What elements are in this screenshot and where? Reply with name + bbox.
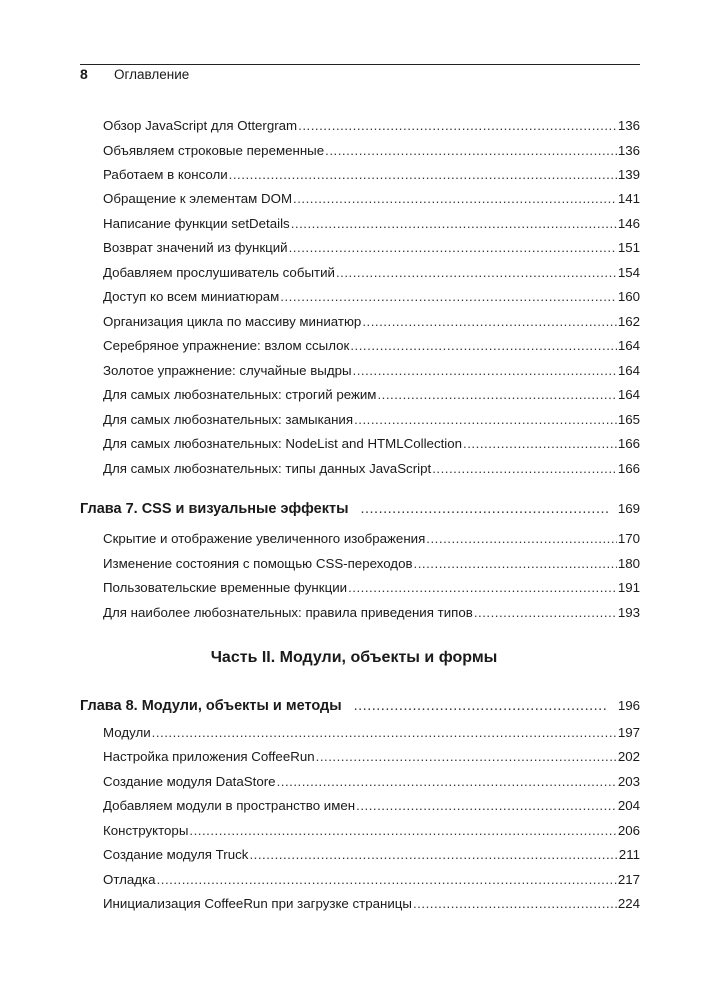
dot-leader bbox=[426, 530, 617, 548]
toc-entry bbox=[103, 215, 640, 233]
toc-entry-title: Создание модуля DataStore bbox=[103, 774, 276, 789]
toc-chapter-page: 169 bbox=[617, 501, 640, 516]
toc-entry bbox=[103, 724, 640, 742]
toc-entry-page: 211 bbox=[618, 847, 640, 862]
toc-entry bbox=[103, 604, 640, 622]
toc-entry-page: 217 bbox=[617, 872, 640, 887]
toc-entry bbox=[103, 748, 640, 766]
toc-entry-title: Возврат значений из функций bbox=[103, 240, 288, 255]
toc-entry bbox=[103, 530, 640, 548]
toc-entry-page: 170 bbox=[617, 531, 640, 546]
toc-entry-page: 191 bbox=[617, 580, 640, 595]
dot-leader bbox=[298, 117, 617, 135]
toc-entry bbox=[103, 871, 640, 889]
toc-entry bbox=[103, 264, 640, 282]
toc-entry-title: Золотое упражнение: случайные выдры bbox=[103, 363, 352, 378]
toc-entry-title: Обзор JavaScript для Ottergram bbox=[103, 118, 298, 133]
dot-leader bbox=[289, 239, 617, 257]
dot-leader bbox=[249, 846, 617, 864]
toc-entry-page: 166 bbox=[617, 461, 640, 476]
dot-leader bbox=[280, 288, 617, 306]
toc-entry bbox=[103, 797, 640, 815]
dot-leader bbox=[414, 555, 617, 573]
dot-leader bbox=[362, 313, 616, 331]
dot-leader bbox=[189, 822, 616, 840]
toc-entry bbox=[103, 579, 640, 597]
toc-entry-title: Обращение к элементам DOM bbox=[103, 191, 293, 206]
toc-chapter bbox=[80, 500, 640, 518]
toc-entry bbox=[103, 435, 640, 453]
dot-leader bbox=[353, 362, 617, 380]
toc-entry-page: 136 bbox=[617, 118, 640, 133]
toc-entry bbox=[103, 362, 640, 380]
toc-entry-page: 204 bbox=[617, 798, 640, 813]
toc-entry bbox=[103, 460, 640, 478]
toc-entry bbox=[103, 337, 640, 355]
toc-entry-title: Для самых любознательных: замыкания bbox=[103, 412, 354, 427]
toc-entry bbox=[103, 895, 640, 913]
toc-entry-page: 193 bbox=[617, 605, 640, 620]
page-header bbox=[80, 66, 640, 88]
toc-entry-title: Модули bbox=[103, 725, 151, 740]
toc-entry-title: Для самых любознательных: типы данных JavaScript bbox=[103, 461, 432, 476]
dot-leader bbox=[316, 748, 617, 766]
toc-entry-page: 202 bbox=[617, 749, 640, 764]
toc-entry bbox=[103, 555, 640, 573]
toc-entry-page: 136 bbox=[617, 143, 640, 158]
dot-leader bbox=[356, 797, 617, 815]
toc-entry-page: 206 bbox=[617, 823, 640, 838]
toc-entry-title: Для самых любознательных: строгий режим bbox=[103, 387, 377, 402]
page-number: 8 bbox=[80, 66, 88, 82]
toc-chapter-title: Глава 7. CSS и визуальные эффекты bbox=[80, 501, 349, 517]
toc-entry-title: Написание функции setDetails bbox=[103, 216, 290, 231]
toc-entry bbox=[103, 166, 640, 184]
dot-leader bbox=[474, 604, 617, 622]
toc-entry bbox=[103, 239, 640, 257]
toc-entry-title: Работаем в консоли bbox=[103, 167, 228, 182]
toc-chapter bbox=[80, 697, 640, 715]
toc-entry-title: Для наиболее любознательных: правила приведения типов bbox=[103, 605, 473, 620]
toc-entry-title: Конструкторы bbox=[103, 823, 189, 838]
dot-leader bbox=[463, 435, 617, 453]
dot-leader bbox=[293, 190, 617, 208]
toc-entry-title: Добавляем прослушиватель событий bbox=[103, 265, 335, 280]
toc-entry-title: Организация цикла по массиву миниатюр bbox=[103, 314, 362, 329]
toc-entry-title: Изменение состояния с помощью CSS-переходов bbox=[103, 556, 413, 571]
toc-entry-page: 141 bbox=[617, 191, 640, 206]
toc-entry-title: Отладка bbox=[103, 872, 156, 887]
toc-entry-page: 160 bbox=[617, 289, 640, 304]
toc-entry-page: 180 bbox=[617, 556, 640, 571]
toc-entry bbox=[103, 117, 640, 135]
dot-leader bbox=[413, 895, 617, 913]
toc-entry bbox=[103, 142, 640, 160]
toc-entry-page: 197 bbox=[617, 725, 640, 740]
toc-entry-title: Серебряное упражнение: взлом ссылок bbox=[103, 338, 350, 353]
toc-entry-title: Для самых любознательных: NodeList and HTMLCollection bbox=[103, 436, 463, 451]
toc-entry bbox=[103, 313, 640, 331]
dot-leader bbox=[157, 871, 617, 889]
toc-entry bbox=[103, 773, 640, 791]
toc-entry-page: 164 bbox=[617, 387, 640, 402]
dot-leader bbox=[354, 697, 608, 715]
toc-entry-title: Пользовательские временные функции bbox=[103, 580, 348, 595]
toc-entry-title: Доступ ко всем миниатюрам bbox=[103, 289, 280, 304]
header-rule bbox=[80, 64, 640, 65]
toc-entry-page: 164 bbox=[617, 363, 640, 378]
toc-entry-page: 203 bbox=[617, 774, 640, 789]
toc-entry-title: Создание модуля Truck bbox=[103, 847, 249, 862]
toc-entry-page: 154 bbox=[617, 265, 640, 280]
toc-entry bbox=[103, 386, 640, 404]
dot-leader bbox=[432, 460, 617, 478]
toc-entry-page: 139 bbox=[617, 167, 640, 182]
toc-entry bbox=[103, 411, 640, 429]
dot-leader bbox=[377, 386, 616, 404]
toc-entry bbox=[103, 288, 640, 306]
toc-entry-page: 164 bbox=[617, 338, 640, 353]
dot-leader bbox=[152, 724, 617, 742]
toc-chapter-page: 196 bbox=[617, 698, 640, 713]
toc-entry bbox=[103, 846, 640, 864]
part-title: Часть II. Модули, объекты и формы bbox=[210, 649, 498, 666]
toc-chapter-title: Глава 8. Модули, объекты и методы bbox=[80, 698, 342, 714]
toc-entry-title: Добавляем модули в пространство имен bbox=[103, 798, 356, 813]
dot-leader bbox=[229, 166, 617, 184]
toc-entry-page: 146 bbox=[617, 216, 640, 231]
toc-entry-title: Объявляем строковые переменные bbox=[103, 143, 325, 158]
toc-entry-page: 162 bbox=[617, 314, 640, 329]
dot-leader bbox=[325, 142, 617, 160]
toc-entry bbox=[103, 822, 640, 840]
dot-leader bbox=[277, 773, 617, 791]
toc-entry-page: 224 bbox=[617, 896, 640, 911]
dot-leader bbox=[354, 411, 617, 429]
toc-entry-title: Скрытие и отображение увеличенного изображения bbox=[103, 531, 426, 546]
toc-entry-title: Настройка приложения CoffeeRun bbox=[103, 749, 315, 764]
dot-leader bbox=[291, 215, 617, 233]
running-title: Оглавление bbox=[114, 67, 190, 82]
toc-entry bbox=[103, 190, 640, 208]
toc-entry-page: 151 bbox=[617, 240, 640, 255]
toc-entry-title: Инициализация CoffeeRun при загрузке страницы bbox=[103, 896, 412, 911]
dot-leader bbox=[360, 500, 607, 518]
dot-leader bbox=[350, 337, 616, 355]
toc-entry-page: 165 bbox=[617, 412, 640, 427]
toc-entry-page: 166 bbox=[617, 436, 640, 451]
dot-leader bbox=[336, 264, 617, 282]
dot-leader bbox=[348, 579, 617, 597]
